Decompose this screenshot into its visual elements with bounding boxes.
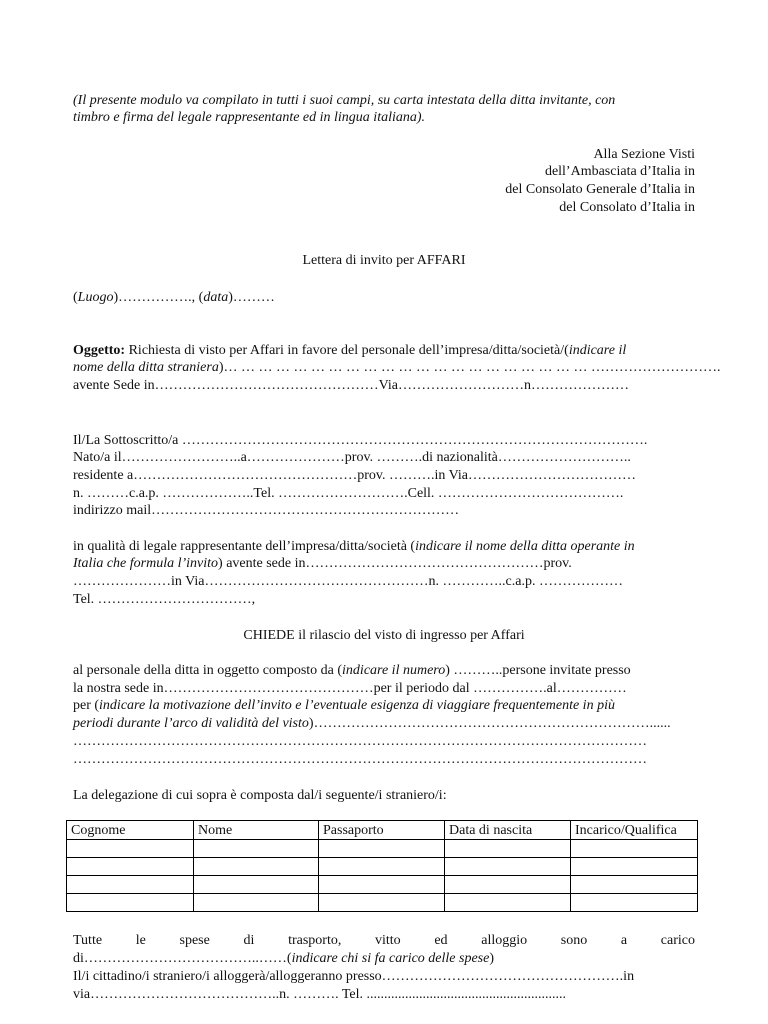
request-motivation-hint-2: periodi durante l’arco di validità del visto <box>73 716 309 731</box>
table-row <box>67 894 698 912</box>
request-heading: CHIEDE il rilascio del visto di ingresso per Affari <box>243 628 525 643</box>
undersigned-email-line[interactable]: indirizzo mail………………………………………………………… <box>73 503 460 518</box>
table-cell[interactable] <box>194 858 319 876</box>
table-cell[interactable] <box>571 840 698 858</box>
document-title: Lettera di invito per AFFARI <box>302 253 466 268</box>
expenses-line-1: Tutte le spese di trasporto, vitto ed alloggio sono a carico <box>73 933 695 948</box>
legal-rep-line-2 <box>73 555 572 572</box>
intro-line-1: (Il presente modulo va compilato in tutti i suoi campi, su carta intestata della ditta invitante, con <box>73 93 616 108</box>
table-cell[interactable] <box>319 876 445 894</box>
subject-line-2 <box>73 359 721 376</box>
table-cell[interactable] <box>67 858 194 876</box>
delegation-intro: La delegazione di cui sopra è composta dal/i seguente/i straniero/i: <box>73 788 447 803</box>
table-cell[interactable] <box>445 876 571 894</box>
recipient-line-2: dell’Ambasciata d’Italia in <box>544 164 695 179</box>
subject-italic-hint: indicare il <box>568 343 627 358</box>
subject-label: Oggetto: <box>73 343 126 358</box>
legal-rep-phone-line[interactable]: Tel. ……………………………, <box>73 592 256 607</box>
recipient-line-4: del Consolato d’Italia in <box>559 200 695 215</box>
request-italic-number: indicare il numero <box>342 663 446 678</box>
table-cell[interactable] <box>445 840 571 858</box>
recipient-line-1: Alla Sezione Visti <box>593 147 695 162</box>
table-cell[interactable] <box>194 894 319 912</box>
motivation-dots-line-1[interactable]: …………………………………………………………………………………………………………… <box>73 734 647 749</box>
request-motivation-hint: indicare la motivazione dell’invito e l’eventuale esigenza di viaggiare frequentemente in più <box>99 698 615 713</box>
subject-italic-hint-2: nome della ditta straniera <box>73 360 219 375</box>
expenses-line-2 <box>73 950 494 967</box>
column-header-passport: Passaporto <box>319 821 445 840</box>
subject-line-1 <box>73 342 626 359</box>
date-label: data <box>203 290 229 305</box>
table-cell[interactable] <box>571 894 698 912</box>
expenses-payer-field[interactable]: di………………………………..……( <box>73 951 292 966</box>
table-cell[interactable] <box>194 876 319 894</box>
legal-rep-seat-field[interactable]: ) avente sede in……………………………………………prov. <box>218 556 572 571</box>
legal-rep-italic-hint-2: Italia che formula l’invito <box>73 556 219 571</box>
column-header-birth-date: Data di nascita <box>445 821 571 840</box>
table-row <box>67 876 698 894</box>
recipient-line-3: del Consolato Generale d’Italia in <box>505 182 695 197</box>
undersigned-name-line[interactable]: Il/La Sottoscritto/a ………………………………………………………………………………………. <box>73 433 648 448</box>
legal-rep-address-line[interactable]: …………………in Via…………………………………………n. …………..c.a.p. ……………… <box>73 574 623 589</box>
table-cell[interactable] <box>571 876 698 894</box>
subject-seat-line[interactable]: avente Sede in…………………………………………Via………………………n………………… <box>73 378 630 393</box>
column-header-surname: Cognome <box>67 821 194 840</box>
table-cell[interactable] <box>445 858 571 876</box>
table-row <box>67 840 698 858</box>
request-text-a: al personale della ditta in oggetto composto da ( <box>73 663 343 678</box>
table-cell[interactable] <box>319 894 445 912</box>
undersigned-birth-line[interactable]: Nato/a il……………………..a…………………prov. ……….di nazionalità……………………….. <box>73 450 631 465</box>
legal-rep-italic-hint: indicare il nome della ditta operante in <box>415 539 635 554</box>
table-cell[interactable] <box>319 858 445 876</box>
table-cell[interactable] <box>67 894 194 912</box>
table-cell[interactable] <box>67 876 194 894</box>
table-cell[interactable] <box>319 840 445 858</box>
date-field[interactable]: ……… <box>232 290 275 305</box>
lodging-address-line[interactable]: via…………………………………..n. ………. Tel. ......................................................... <box>73 987 567 1002</box>
place-date-line: (Luogo)……………., (data)……… <box>73 290 275 305</box>
column-header-role: Incarico/Qualifica <box>571 821 698 840</box>
subject-text: Richiesta di visto per Affari in favore del personale dell’impresa/ditta/società/( <box>128 343 569 358</box>
undersigned-residence-line[interactable]: residente a…………………………………………prov. ……….in Via……………………………… <box>73 468 637 483</box>
place-label: Luogo <box>77 290 114 305</box>
lodging-line[interactable]: Il/i cittadino/i straniero/i alloggerà/alloggeranno presso…………………………………………….in <box>73 969 635 984</box>
request-period-line[interactable]: la nostra sede in………………………………………per il periodo dal …………….al…………… <box>73 681 627 696</box>
persons-count-field[interactable]: ) ………..persone invitate presso <box>445 663 631 678</box>
column-header-name: Nome <box>194 821 319 840</box>
table-cell[interactable] <box>194 840 319 858</box>
expenses-paren-close: ) <box>489 951 494 966</box>
legal-rep-line-1 <box>73 538 635 555</box>
request-line-1 <box>73 662 631 679</box>
table-cell[interactable] <box>67 840 194 858</box>
request-line-4 <box>73 715 671 732</box>
table-header-row <box>67 821 698 840</box>
table-row <box>67 858 698 876</box>
legal-rep-text: in qualità di legale rappresentante dell’impresa/ditta/società ( <box>73 539 416 554</box>
request-per-text: per ( <box>73 698 100 713</box>
delegation-table <box>66 820 698 912</box>
request-line-3 <box>73 697 615 714</box>
place-field[interactable]: ……………. <box>118 290 192 305</box>
table-cell[interactable] <box>571 858 698 876</box>
intro-line-2: timbro e firma del legale rappresentante ed in lingua italiana). <box>73 110 426 125</box>
motivation-dots-line-2[interactable]: …………………………………………………………………………………………………………… <box>73 752 647 767</box>
company-name-field[interactable]: )… … … … … … … … … … … … … … … … … … … … … ………………………. <box>218 360 721 375</box>
undersigned-contacts-line[interactable]: n. ………c.a.p. ………………..Tel. ……………………….Cell. …………………………………. <box>73 486 624 501</box>
motivation-field[interactable]: )………………………………………………………………...... <box>308 716 671 731</box>
expenses-payer-hint: indicare chi si fa carico delle spese <box>291 951 490 966</box>
table-cell[interactable] <box>445 894 571 912</box>
